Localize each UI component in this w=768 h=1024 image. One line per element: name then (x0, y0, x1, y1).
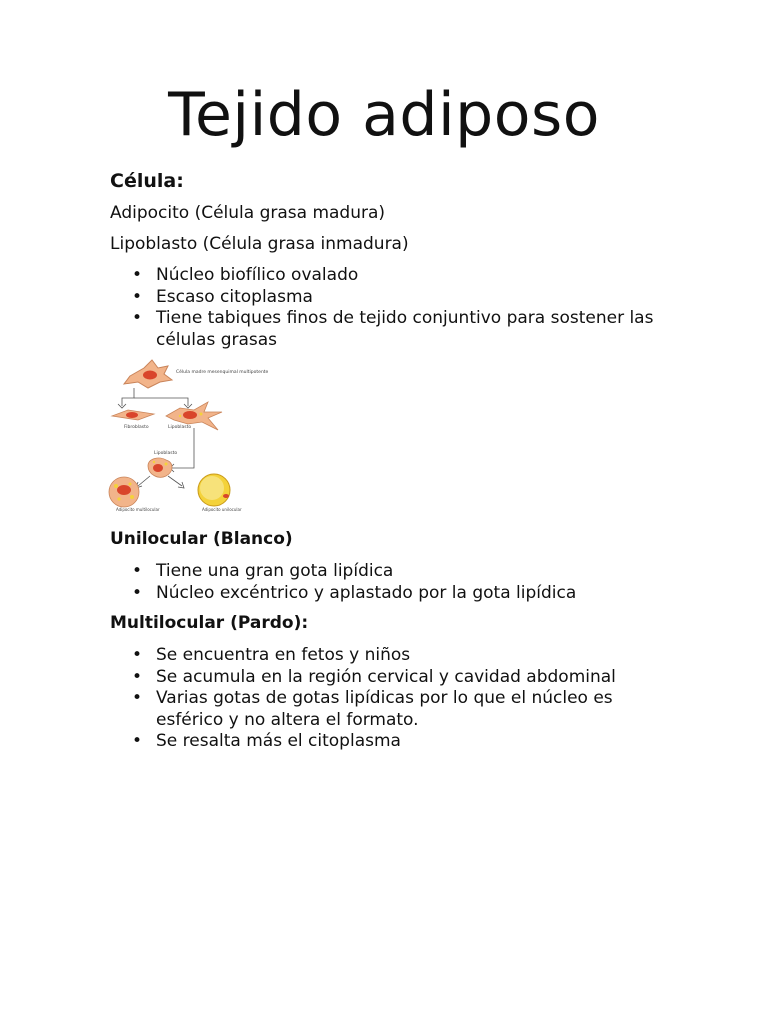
label-mesenquimal-line: Célula madre mesenquimal multipotente (176, 370, 269, 375)
label-adipocito-multilocular (116, 507, 160, 512)
multilocular-adipocyte (109, 477, 139, 507)
bullet-list-unilocular (110, 561, 670, 604)
list-item (110, 583, 670, 605)
arrow-to-multilocular (138, 476, 150, 486)
list-item (110, 287, 670, 309)
list-item-text: Se encuentra en fetos y niños (156, 645, 411, 665)
section-heading-multilocular: Multilocular (Pardo): (110, 613, 309, 633)
unilocular-adipocyte (198, 474, 230, 506)
bullet-glyph: • (132, 582, 143, 603)
label-lipoblasto-top: Lipoblasto (168, 425, 192, 430)
list-item-text: Escaso citoplasma (156, 286, 313, 307)
bullet-glyph: • (132, 286, 143, 307)
list-item (110, 308, 670, 351)
bullet-glyph: • (132, 688, 143, 708)
arrow-to-unilocular (168, 476, 182, 486)
list-item-text: Tiene una gran gota lipídica (156, 561, 394, 581)
bullet-glyph: • (132, 645, 143, 665)
list-item (110, 645, 670, 667)
differentiation-diagram (108, 358, 269, 522)
list-item-text: Núcleo biofílico ovalado (156, 265, 359, 285)
list-item-text: Se resalta más el citoplasma (156, 731, 401, 751)
list-item (110, 265, 670, 287)
bullet-list-celula (110, 265, 670, 351)
bullet-glyph: • (132, 666, 143, 687)
label-fibroblasto: Fibroblasto (124, 425, 149, 430)
arrow-to-fibroblast (122, 388, 134, 406)
section-heading-unilocular: Unilocular (Blanco) (110, 529, 293, 549)
list-item (110, 561, 670, 583)
bullet-glyph: • (132, 731, 143, 751)
arrow-to-lipoblast-mid (172, 428, 194, 468)
list-item (110, 688, 670, 731)
mesenchymal-cell (124, 360, 172, 388)
label-adipocito-unilocular (202, 507, 242, 512)
label-adipocito-unilocular-line: Adipocito unilocular (202, 507, 242, 512)
adipocyte-differentiation-figure (108, 358, 269, 522)
label-mesenquimal (176, 368, 269, 375)
arrow-to-lipoblast (134, 398, 188, 406)
list-item-text: Se acumula en la región cervical y cavidad abdominal (156, 666, 616, 687)
paragraph-adipocito: Adipocito (Célula grasa madura) (110, 203, 386, 223)
list-item (110, 667, 670, 689)
bullet-glyph: • (132, 561, 143, 581)
list-item-text: Tiene tabiques finos de tejido conjuntivo para sostener las células grasas (156, 308, 654, 350)
bullet-glyph: • (132, 265, 143, 285)
bullet-list-multilocular (110, 645, 670, 753)
bullet-glyph: • (132, 308, 143, 328)
paragraph-lipoblasto: Lipoblasto (Célula grasa inmadura) (110, 234, 409, 254)
fibroblast-cell (112, 410, 154, 420)
list-item-text: Varias gotas de gotas lipídicas por lo que el núcleo es esférico y no altera el formato. (156, 688, 613, 730)
label-adipocito-multilocular-line: Adipocito multilocular (116, 507, 160, 512)
list-item (110, 731, 670, 753)
label-lipoblasto-mid: Lipoblasto (154, 451, 178, 456)
list-item-text: Núcleo excéntrico y aplastado por la gota lipídica (156, 582, 577, 603)
lipoblast-mid-cell (148, 458, 172, 477)
document-title: Tejido adiposo (168, 80, 600, 150)
section-heading-celula: Célula: (110, 170, 184, 192)
